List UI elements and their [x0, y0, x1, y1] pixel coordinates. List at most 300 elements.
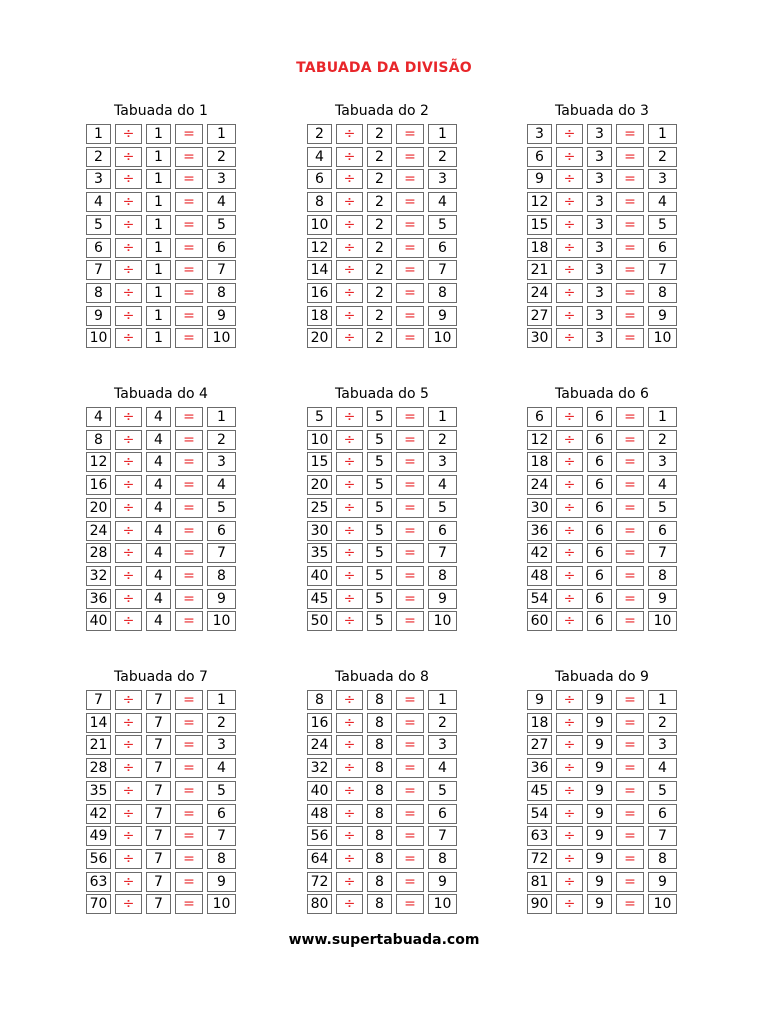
table-row: [86, 713, 236, 733]
quotient-cell: 1: [207, 407, 236, 427]
divisor-cell: 7: [146, 804, 171, 824]
divide-sign: ÷: [336, 521, 363, 541]
divide-sign: ÷: [336, 611, 363, 631]
dividend-cell: 45: [527, 781, 552, 801]
divide-sign: ÷: [115, 566, 142, 586]
table-row: [86, 521, 236, 541]
table-row: [86, 611, 236, 631]
dividend-cell: 54: [527, 589, 552, 609]
quotient-cell: 6: [428, 521, 457, 541]
divide-sign: ÷: [556, 826, 583, 846]
equals-sign: =: [396, 498, 424, 518]
quotient-cell: 9: [428, 872, 457, 892]
divisor-cell: 8: [367, 758, 392, 778]
equals-sign: =: [396, 147, 424, 167]
divide-sign: ÷: [556, 611, 583, 631]
equals-sign: =: [175, 781, 203, 801]
equals-sign: =: [396, 781, 424, 801]
divisor-cell: 6: [587, 407, 612, 427]
equals-sign: =: [175, 147, 203, 167]
equals-sign: =: [616, 147, 644, 167]
dividend-cell: 72: [527, 849, 552, 869]
divisor-cell: 8: [367, 781, 392, 801]
table-row: [307, 283, 457, 303]
divide-sign: ÷: [556, 306, 583, 326]
divisor-cell: 3: [587, 328, 612, 348]
divide-sign: ÷: [336, 452, 363, 472]
divide-sign: ÷: [115, 758, 142, 778]
dividend-cell: 1: [86, 124, 111, 144]
divisor-cell: 3: [587, 124, 612, 144]
quotient-cell: 9: [207, 872, 236, 892]
divide-sign: ÷: [556, 758, 583, 778]
divisor-cell: 3: [587, 306, 612, 326]
quotient-cell: 3: [207, 452, 236, 472]
table-row: [307, 781, 457, 801]
quotient-cell: 5: [428, 781, 457, 801]
divisor-cell: 1: [146, 260, 171, 280]
divisor-cell: 9: [587, 758, 612, 778]
table-row: [527, 849, 677, 869]
dividend-cell: 30: [307, 521, 332, 541]
table-row: [527, 498, 677, 518]
divisor-cell: 9: [587, 781, 612, 801]
equals-sign: =: [616, 589, 644, 609]
division-table: [86, 386, 236, 636]
divisor-cell: 5: [367, 543, 392, 563]
divisor-cell: 8: [367, 690, 392, 710]
equals-sign: =: [396, 328, 424, 348]
equals-sign: =: [396, 611, 424, 631]
dividend-cell: 2: [307, 124, 332, 144]
table-row: [527, 169, 677, 189]
equals-sign: =: [396, 306, 424, 326]
quotient-cell: 3: [207, 735, 236, 755]
quotient-cell: 10: [648, 894, 677, 914]
divide-sign: ÷: [115, 872, 142, 892]
divide-sign: ÷: [556, 475, 583, 495]
divisor-cell: 6: [587, 430, 612, 450]
quotient-cell: 7: [428, 543, 457, 563]
quotient-cell: 1: [428, 124, 457, 144]
quotient-cell: 9: [428, 306, 457, 326]
divide-sign: ÷: [556, 804, 583, 824]
table-row: [527, 430, 677, 450]
divide-sign: ÷: [115, 452, 142, 472]
dividend-cell: 6: [527, 147, 552, 167]
table-row: [86, 192, 236, 212]
divide-sign: ÷: [336, 407, 363, 427]
quotient-cell: 4: [207, 192, 236, 212]
divide-sign: ÷: [556, 215, 583, 235]
divide-sign: ÷: [336, 498, 363, 518]
divisor-cell: 3: [587, 147, 612, 167]
quotient-cell: 10: [207, 894, 236, 914]
dividend-cell: 9: [527, 690, 552, 710]
table-row: [307, 328, 457, 348]
equals-sign: =: [396, 192, 424, 212]
dividend-cell: 6: [86, 238, 111, 258]
divide-sign: ÷: [336, 826, 363, 846]
quotient-cell: 8: [207, 566, 236, 586]
divisor-cell: 2: [367, 215, 392, 235]
dividend-cell: 4: [86, 192, 111, 212]
divide-sign: ÷: [336, 543, 363, 563]
divisor-cell: 7: [146, 713, 171, 733]
divide-sign: ÷: [115, 781, 142, 801]
dividend-cell: 6: [527, 407, 552, 427]
table-row: [307, 215, 457, 235]
divide-sign: ÷: [115, 521, 142, 541]
equals-sign: =: [175, 521, 203, 541]
quotient-cell: 8: [428, 283, 457, 303]
table-row: [527, 215, 677, 235]
equals-sign: =: [616, 758, 644, 778]
divisor-cell: 8: [367, 735, 392, 755]
equals-sign: =: [616, 306, 644, 326]
dividend-cell: 32: [86, 566, 111, 586]
divisor-cell: 4: [146, 521, 171, 541]
dividend-cell: 40: [307, 781, 332, 801]
divide-sign: ÷: [336, 430, 363, 450]
equals-sign: =: [616, 283, 644, 303]
divide-sign: ÷: [556, 498, 583, 518]
equals-sign: =: [616, 475, 644, 495]
table-row: [86, 328, 236, 348]
table-row: [86, 826, 236, 846]
equals-sign: =: [175, 589, 203, 609]
table-row: [307, 758, 457, 778]
table-row: [307, 498, 457, 518]
dividend-cell: 36: [527, 521, 552, 541]
table-row: [307, 521, 457, 541]
divide-sign: ÷: [115, 238, 142, 258]
table-row: [307, 430, 457, 450]
equals-sign: =: [396, 713, 424, 733]
dividend-cell: 60: [527, 611, 552, 631]
equals-sign: =: [616, 611, 644, 631]
quotient-cell: 5: [428, 498, 457, 518]
equals-sign: =: [175, 758, 203, 778]
table-row: [527, 758, 677, 778]
divide-sign: ÷: [556, 521, 583, 541]
equals-sign: =: [175, 169, 203, 189]
divide-sign: ÷: [115, 260, 142, 280]
dividend-cell: 48: [527, 566, 552, 586]
dividend-cell: 4: [307, 147, 332, 167]
dividend-cell: 6: [307, 169, 332, 189]
divisor-cell: 2: [367, 169, 392, 189]
dividend-cell: 18: [307, 306, 332, 326]
quotient-cell: 2: [428, 430, 457, 450]
quotient-cell: 8: [207, 283, 236, 303]
divide-sign: ÷: [556, 169, 583, 189]
divisor-cell: 3: [587, 215, 612, 235]
equals-sign: =: [616, 894, 644, 914]
divisor-cell: 5: [367, 521, 392, 541]
dividend-cell: 90: [527, 894, 552, 914]
quotient-cell: 4: [207, 475, 236, 495]
quotient-cell: 3: [428, 452, 457, 472]
table-row: [86, 589, 236, 609]
equals-sign: =: [396, 804, 424, 824]
quotient-cell: 1: [648, 690, 677, 710]
equals-sign: =: [616, 849, 644, 869]
divisor-cell: 6: [587, 475, 612, 495]
division-table: [307, 669, 457, 919]
divisor-cell: 1: [146, 192, 171, 212]
divide-sign: ÷: [336, 328, 363, 348]
dividend-cell: 27: [527, 735, 552, 755]
division-table: [307, 386, 457, 636]
divisor-cell: 4: [146, 407, 171, 427]
quotient-cell: 1: [428, 407, 457, 427]
divisor-cell: 6: [587, 611, 612, 631]
divisor-cell: 6: [587, 498, 612, 518]
quotient-cell: 9: [648, 589, 677, 609]
dividend-cell: 30: [527, 328, 552, 348]
divide-sign: ÷: [115, 894, 142, 914]
equals-sign: =: [396, 521, 424, 541]
table-row: [307, 690, 457, 710]
quotient-cell: 1: [648, 124, 677, 144]
table-row: [307, 566, 457, 586]
divide-sign: ÷: [336, 872, 363, 892]
divisor-cell: 4: [146, 430, 171, 450]
division-table: [527, 103, 677, 353]
divisor-cell: 7: [146, 826, 171, 846]
divisor-cell: 7: [146, 849, 171, 869]
divisor-cell: 2: [367, 260, 392, 280]
divisor-cell: 5: [367, 475, 392, 495]
dividend-cell: 15: [527, 215, 552, 235]
table-row: [86, 452, 236, 472]
divide-sign: ÷: [556, 430, 583, 450]
divisor-cell: 3: [587, 238, 612, 258]
quotient-cell: 5: [648, 498, 677, 518]
equals-sign: =: [616, 452, 644, 472]
quotient-cell: 10: [207, 611, 236, 631]
dividend-cell: 64: [307, 849, 332, 869]
divisor-cell: 6: [587, 589, 612, 609]
quotient-cell: 8: [428, 849, 457, 869]
equals-sign: =: [616, 407, 644, 427]
quotient-cell: 9: [648, 872, 677, 892]
table-title: Tabuada do 1: [114, 103, 208, 119]
divisor-cell: 6: [587, 521, 612, 541]
table-title: Tabuada do 3: [555, 103, 649, 119]
equals-sign: =: [396, 872, 424, 892]
division-table: [86, 103, 236, 353]
dividend-cell: 24: [86, 521, 111, 541]
equals-sign: =: [616, 430, 644, 450]
quotient-cell: 3: [428, 169, 457, 189]
divide-sign: ÷: [556, 283, 583, 303]
divide-sign: ÷: [115, 543, 142, 563]
equals-sign: =: [175, 328, 203, 348]
equals-sign: =: [616, 566, 644, 586]
dividend-cell: 25: [307, 498, 332, 518]
table-row: [527, 283, 677, 303]
division-table: [307, 103, 457, 353]
divide-sign: ÷: [115, 713, 142, 733]
divisor-cell: 7: [146, 690, 171, 710]
dividend-cell: 40: [307, 566, 332, 586]
equals-sign: =: [175, 215, 203, 235]
table-row: [86, 238, 236, 258]
dividend-cell: 16: [86, 475, 111, 495]
table-row: [527, 452, 677, 472]
table-row: [307, 407, 457, 427]
dividend-cell: 14: [86, 713, 111, 733]
equals-sign: =: [175, 452, 203, 472]
divide-sign: ÷: [556, 735, 583, 755]
table-row: [307, 124, 457, 144]
equals-sign: =: [175, 407, 203, 427]
table-row: [307, 894, 457, 914]
table-row: [86, 169, 236, 189]
equals-sign: =: [396, 283, 424, 303]
equals-sign: =: [175, 238, 203, 258]
table-row: [86, 872, 236, 892]
page-title: TABUADA DA DIVISÃO: [296, 60, 472, 76]
quotient-cell: 4: [428, 475, 457, 495]
table-row: [86, 543, 236, 563]
divisor-cell: 5: [367, 498, 392, 518]
table-row: [86, 566, 236, 586]
equals-sign: =: [175, 498, 203, 518]
quotient-cell: 4: [648, 475, 677, 495]
divisor-cell: 6: [587, 543, 612, 563]
divisor-cell: 7: [146, 781, 171, 801]
divide-sign: ÷: [336, 283, 363, 303]
divisor-cell: 2: [367, 328, 392, 348]
equals-sign: =: [396, 849, 424, 869]
divide-sign: ÷: [556, 192, 583, 212]
quotient-cell: 6: [648, 521, 677, 541]
divisor-cell: 5: [367, 566, 392, 586]
equals-sign: =: [616, 690, 644, 710]
table-row: [307, 238, 457, 258]
divisor-cell: 1: [146, 124, 171, 144]
dividend-cell: 40: [86, 611, 111, 631]
equals-sign: =: [175, 475, 203, 495]
equals-sign: =: [396, 690, 424, 710]
equals-sign: =: [396, 452, 424, 472]
divide-sign: ÷: [336, 124, 363, 144]
dividend-cell: 30: [527, 498, 552, 518]
dividend-cell: 63: [86, 872, 111, 892]
dividend-cell: 50: [307, 611, 332, 631]
table-row: [527, 192, 677, 212]
table-row: [86, 894, 236, 914]
equals-sign: =: [396, 124, 424, 144]
quotient-cell: 8: [648, 283, 677, 303]
equals-sign: =: [175, 713, 203, 733]
equals-sign: =: [616, 124, 644, 144]
dividend-cell: 12: [86, 452, 111, 472]
divide-sign: ÷: [115, 804, 142, 824]
dividend-cell: 32: [307, 758, 332, 778]
dividend-cell: 12: [527, 430, 552, 450]
dividend-cell: 10: [307, 215, 332, 235]
dividend-cell: 5: [307, 407, 332, 427]
dividend-cell: 81: [527, 872, 552, 892]
equals-sign: =: [175, 124, 203, 144]
divisor-cell: 7: [146, 872, 171, 892]
divide-sign: ÷: [556, 452, 583, 472]
divisor-cell: 7: [146, 894, 171, 914]
divisor-cell: 5: [367, 430, 392, 450]
divisor-cell: 4: [146, 543, 171, 563]
dividend-cell: 45: [307, 589, 332, 609]
table-row: [307, 826, 457, 846]
quotient-cell: 5: [648, 781, 677, 801]
equals-sign: =: [175, 894, 203, 914]
divisor-cell: 1: [146, 328, 171, 348]
quotient-cell: 8: [207, 849, 236, 869]
divide-sign: ÷: [336, 781, 363, 801]
dividend-cell: 20: [307, 475, 332, 495]
equals-sign: =: [616, 498, 644, 518]
table-title: Tabuada do 4: [114, 386, 208, 402]
dividend-cell: 35: [86, 781, 111, 801]
table-row: [307, 306, 457, 326]
quotient-cell: 10: [428, 611, 457, 631]
divide-sign: ÷: [115, 215, 142, 235]
division-table: [86, 669, 236, 919]
divide-sign: ÷: [556, 147, 583, 167]
divide-sign: ÷: [115, 306, 142, 326]
equals-sign: =: [616, 872, 644, 892]
divisor-cell: 9: [587, 849, 612, 869]
table-title: Tabuada do 9: [555, 669, 649, 685]
dividend-cell: 24: [307, 735, 332, 755]
quotient-cell: 5: [207, 498, 236, 518]
quotient-cell: 10: [428, 328, 457, 348]
divisor-cell: 8: [367, 713, 392, 733]
quotient-cell: 5: [428, 215, 457, 235]
divisor-cell: 4: [146, 611, 171, 631]
dividend-cell: 8: [307, 192, 332, 212]
divide-sign: ÷: [556, 328, 583, 348]
divisor-cell: 8: [367, 894, 392, 914]
divide-sign: ÷: [115, 283, 142, 303]
divisor-cell: 8: [367, 872, 392, 892]
table-row: [86, 475, 236, 495]
dividend-cell: 36: [86, 589, 111, 609]
divide-sign: ÷: [115, 826, 142, 846]
table-row: [527, 611, 677, 631]
divide-sign: ÷: [556, 713, 583, 733]
equals-sign: =: [616, 804, 644, 824]
equals-sign: =: [396, 260, 424, 280]
dividend-cell: 8: [307, 690, 332, 710]
dividend-cell: 70: [86, 894, 111, 914]
quotient-cell: 1: [648, 407, 677, 427]
divide-sign: ÷: [336, 735, 363, 755]
equals-sign: =: [175, 690, 203, 710]
divisor-cell: 1: [146, 306, 171, 326]
quotient-cell: 3: [207, 169, 236, 189]
equals-sign: =: [616, 826, 644, 846]
table-row: [527, 894, 677, 914]
dividend-cell: 4: [86, 407, 111, 427]
dividend-cell: 80: [307, 894, 332, 914]
table-row: [86, 306, 236, 326]
dividend-cell: 54: [527, 804, 552, 824]
table-row: [527, 713, 677, 733]
